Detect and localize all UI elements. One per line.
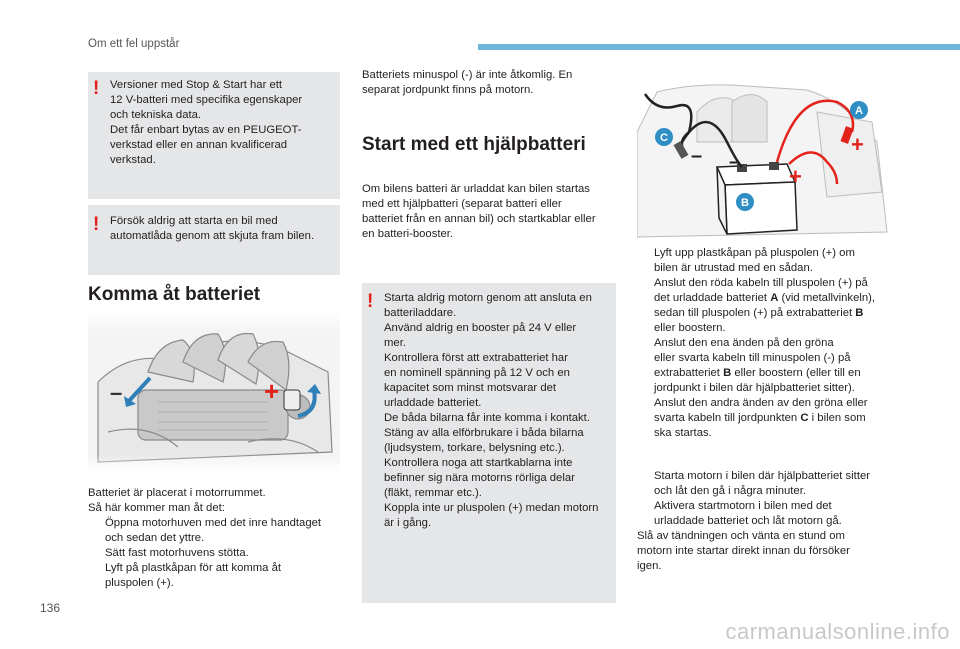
warning-icon: ! bbox=[367, 291, 374, 312]
bullet-icon bbox=[637, 336, 654, 396]
list-item: Starta motorn i bilen där hjälpbatteriet sitter och låt den gå i några minuter. bbox=[637, 469, 870, 499]
label-c: C bbox=[660, 132, 668, 144]
label-b: B bbox=[741, 197, 749, 209]
bullet-icon bbox=[88, 516, 105, 546]
battery-access-intro: Batteriet är placerat i motorrummet. Så här kommer man åt det: bbox=[88, 487, 266, 514]
bullet-icon bbox=[637, 499, 654, 529]
label-a: A bbox=[855, 105, 863, 117]
list-item: Anslut den andra änden av den gröna eller svarta kabeln till jordpunkten C i bilen som ska startas. bbox=[637, 396, 875, 441]
battery-access-steps bbox=[88, 516, 321, 591]
start-engine-steps bbox=[637, 469, 870, 574]
engine-bay-image bbox=[88, 312, 340, 474]
closing-note: Slå av tändningen och vänta en stund om motorn inte startar direkt innan du försöker igen. bbox=[637, 530, 850, 572]
warning-text: Starta aldrig motorn genom att ansluta en batteriladdare. Använd aldrig en booster på 24 V eller mer. Kontrollera först att extrabatteriet har en nominell spänning på 12 V och en kapacitet som minst motsvarar det urladdade batteriet. De båda bilarna får inte komma i kontakt. Stäng av alla elförbrukare i båda bilarna (ljudsystem, torkare, belysning etc.). Kontrollera noga att startkablarna inte befinner sig nära motorns rörliga delar (fläkt, remmar etc.). Koppla inte ur pluspolen (+) medan motorn är i gång. bbox=[384, 292, 599, 529]
bullet-icon bbox=[637, 469, 654, 499]
plus-sign: + bbox=[851, 132, 864, 157]
bullet-icon bbox=[88, 546, 105, 561]
warning-box-stop-start bbox=[88, 72, 340, 199]
section-heading: Komma åt batteriet bbox=[88, 284, 261, 305]
list-item: Lyft på plastkåpan för att komma åt pluspolen (+). bbox=[88, 561, 321, 591]
warning-text: Versioner med Stop & Start har ett 12 V-batteri med specifika egenskaper och tekniska data. Det får enbart bytas av en PEUGEOT- verkstad eller en annan kvalificerad verkstad. bbox=[110, 79, 303, 166]
engine-illustration bbox=[88, 312, 340, 474]
list-item: Aktivera startmotorn i bilen med det urladdade batteriet och låt motorn gå. bbox=[637, 499, 870, 529]
list-item: Öppna motorhuven med det inre handtaget och sedan det yttre. bbox=[88, 516, 321, 546]
bullet-icon bbox=[637, 276, 654, 336]
warning-box-jump-start bbox=[362, 283, 616, 603]
minus-sign: – bbox=[110, 380, 123, 405]
plus-sign: + bbox=[789, 164, 802, 189]
jump-start-illustration bbox=[637, 72, 893, 242]
page-number: 136 bbox=[40, 601, 61, 615]
jump-start-figure bbox=[637, 72, 893, 242]
warning-icon: ! bbox=[93, 78, 100, 99]
minus-sign: – bbox=[691, 145, 703, 167]
section-heading: Start med ett hjälpbatteri bbox=[362, 134, 586, 155]
bullet-icon bbox=[637, 246, 654, 276]
list-item: Sätt fast motorhuvens stötta. bbox=[88, 546, 321, 561]
bullet-icon bbox=[637, 396, 654, 441]
warning-text: Försök aldrig att starta en bil med automatlåda genom att skjuta fram bilen. bbox=[110, 215, 315, 242]
minus-pole-note: Batteriets minuspol (-) är inte åtkomlig. En separat jordpunkt finns på motorn. bbox=[362, 69, 573, 96]
list-item: Lyft upp plastkåpan på pluspolen (+) om bilen är utrustad med en sådan. bbox=[637, 246, 875, 276]
list-item: Anslut den ena änden på den gröna eller svarta kabeln till minuspolen (-) på extrabatteriet B eller boostern (eller till en jordpunkt i bilen där hjälpbatteriet sitter). bbox=[637, 336, 875, 396]
jump-start-steps bbox=[637, 246, 875, 441]
jump-start-intro: Om bilens batteri är urladdat kan bilen startas med ett hjälpbatteri (separat batteri eller batteriet från en annan bil) och startkablar eller en batteri-booster. bbox=[362, 183, 596, 240]
list-item: Anslut den röda kabeln till pluspolen (+) på det urladdade batteriet A (vid metallvinkeln), sedan till pluspolen (+) på extrabatteriet B eller boostern. bbox=[637, 276, 875, 336]
warning-icon: ! bbox=[93, 214, 100, 235]
warning-box-automatic bbox=[88, 205, 340, 275]
watermark: carmanualsonline.info bbox=[725, 619, 950, 644]
minus-sign: – bbox=[729, 151, 741, 173]
bullet-icon bbox=[88, 561, 105, 591]
section-title: Om ett fel uppstår bbox=[88, 38, 180, 50]
header-accent-bar bbox=[478, 44, 960, 50]
plus-sign: + bbox=[264, 376, 280, 406]
